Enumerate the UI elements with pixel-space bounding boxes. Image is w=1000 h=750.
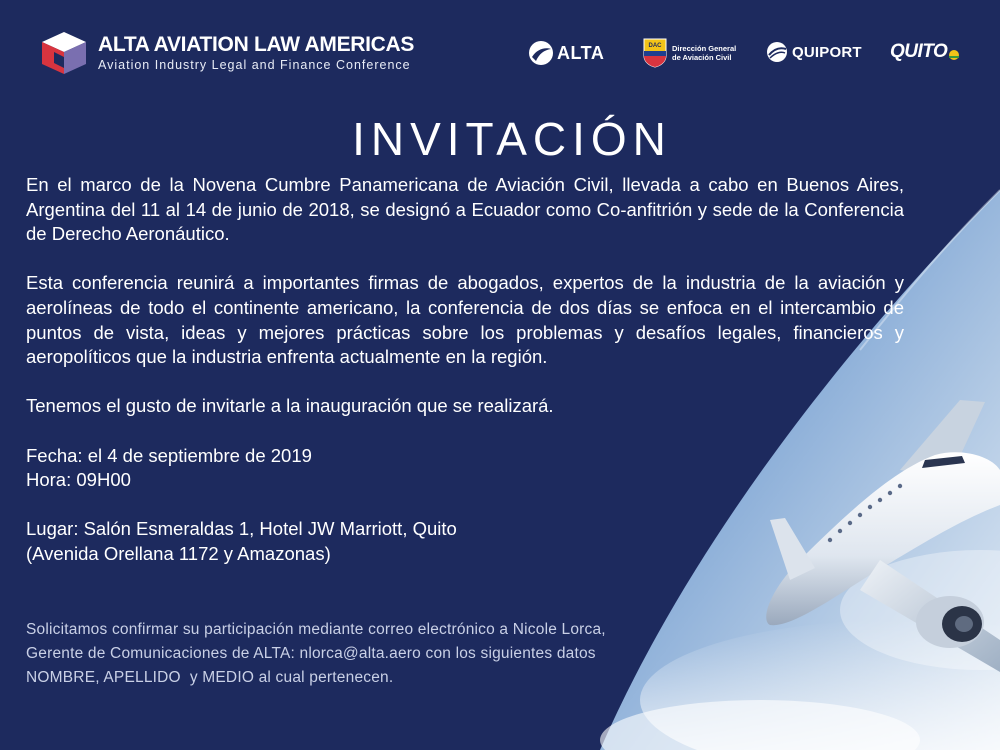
rsvp-line-2: Gerente de Comunicaciones de ALTA: nlorca@alta.aero con los siguientes datos — [26, 645, 596, 662]
paragraph-invite: Tenemos el gusto de invitarle a la inauguración que se realizará. — [26, 395, 554, 417]
dac-line1: Dirección General — [672, 44, 737, 53]
alta-logo-text: ALTA — [557, 42, 605, 63]
rsvp-line-1: Solicitamos confirmar su participación mediante correo electrónico a Nicole Lorca, — [26, 621, 606, 638]
invitation-body — [26, 173, 904, 567]
event-date: Fecha: el 4 de septiembre de 2019 — [26, 444, 312, 466]
quiport-logo-text: QUIPORT — [792, 43, 862, 61]
page-title: INVITACIÓN — [352, 113, 672, 165]
alta-swirl-icon — [528, 40, 554, 66]
event-time: Hora: 09H00 — [26, 469, 131, 491]
quiport-globe-icon — [766, 41, 788, 63]
dac-logo — [643, 38, 736, 68]
brand-subtitle: Aviation Industry Legal and Finance Conference — [98, 57, 411, 72]
dac-line2: de Aviación Civil — [672, 53, 732, 62]
quiport-logo — [766, 41, 862, 63]
rsvp-line-3: NOMBRE, APELLIDO y MEDIO al cual pertenecen. — [26, 669, 394, 686]
alta-cube-logo-icon — [40, 30, 88, 76]
conference-brand — [40, 30, 414, 76]
rsvp-note — [26, 618, 746, 690]
dac-badge-text: DAC — [648, 43, 662, 49]
dac-shield-icon — [643, 38, 667, 68]
quito-logo-text: QUITO — [890, 41, 948, 62]
paragraph-conference: Esta conferencia reunirá a importantes firmas de abogados, expertos de la industria de la aviación y aerolíneas de todo el continente americano, la conferencia de dos días se enfoca en el intercambio de puntos de vista, ideas y mejores prácticas sobre los problemas y desafíos legales, financieros y aeropolíticos que la industria enfrenta actualmente en la región. — [26, 272, 904, 368]
event-address: (Avenida Orellana 1172 y Amazonas) — [26, 542, 331, 564]
quito-logo — [890, 41, 960, 63]
alta-logo — [528, 40, 604, 66]
sponsor-logos — [528, 38, 968, 72]
brand-title: ALTA AVIATION LAW AMERICAS — [98, 32, 415, 56]
quito-flag-accent-icon — [948, 49, 960, 61]
event-venue: Lugar: Salón Esmeraldas 1, Hotel JW Marriott, Quito — [26, 518, 457, 540]
paragraph-intro: En el marco de la Novena Cumbre Panamericana de Aviación Civil, llevada a cabo en Buenos Aires, Argentina del 11 al 14 de junio de 2018, se designó a Ecuador como Co-anfitrión y sede de la Conferencia de Derecho Aeronáutico. — [26, 174, 904, 245]
